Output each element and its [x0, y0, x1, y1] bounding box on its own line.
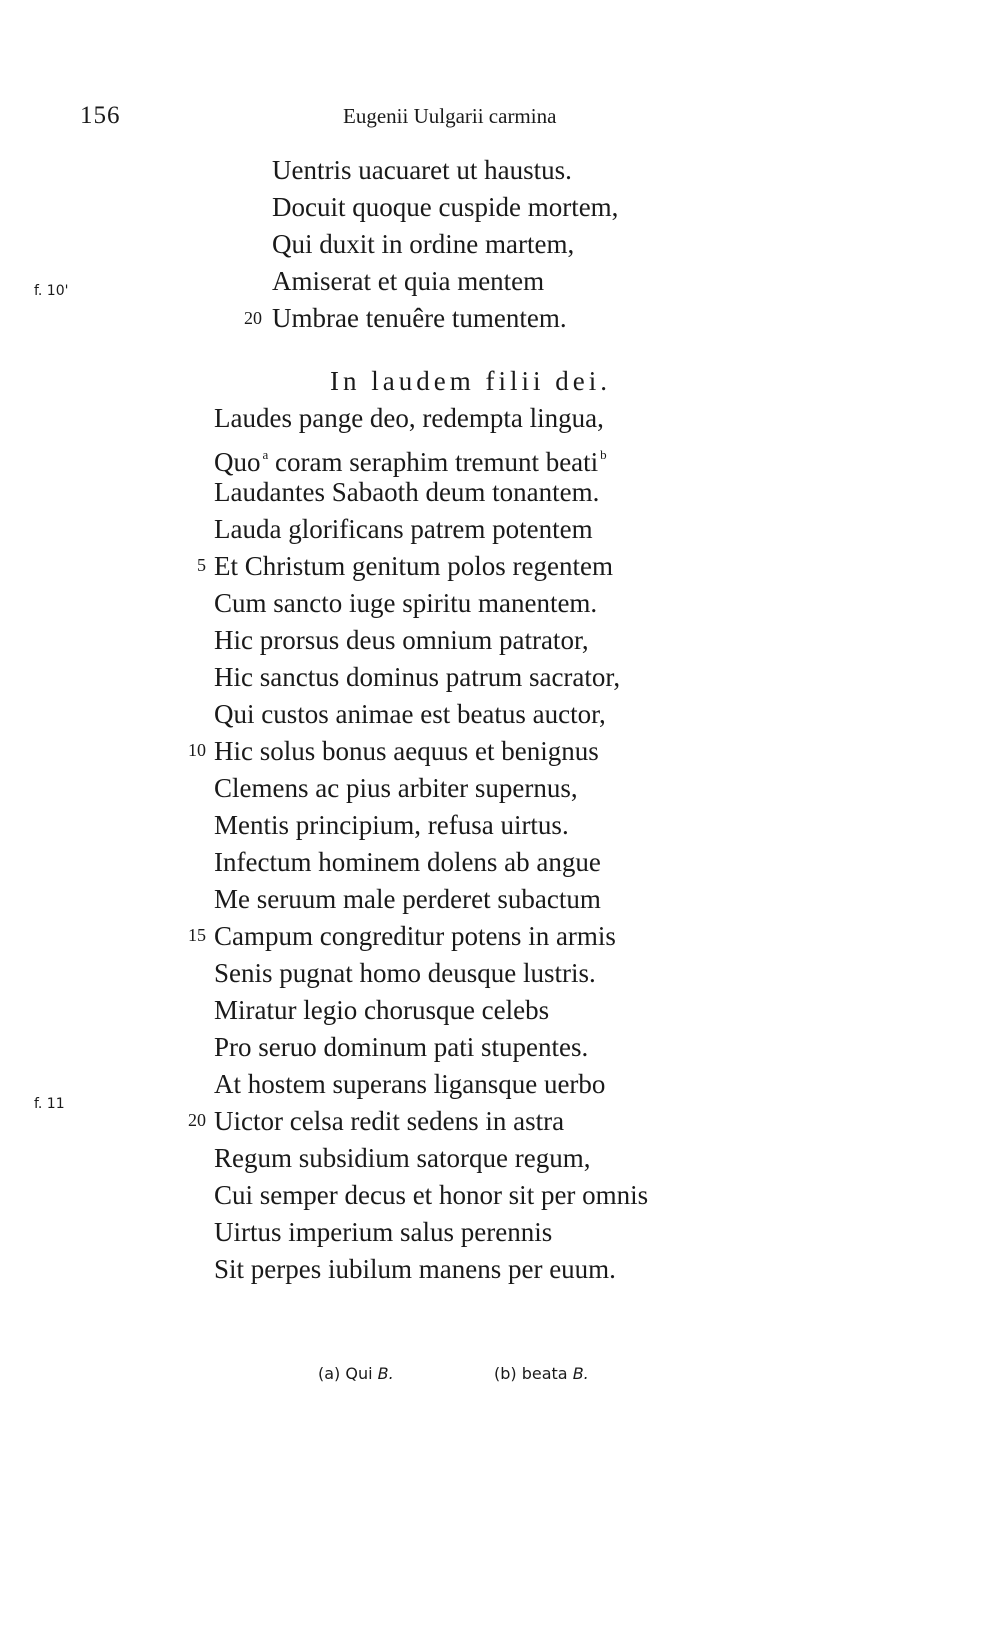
footnote-label: (b) beata [494, 1364, 568, 1383]
line-number: 20 [244, 308, 262, 328]
verse-line: Regum subsidium satorque regum, [214, 1143, 591, 1173]
line-number: 15 [188, 925, 206, 945]
verse-line: Hic prorsus deus omnium patrator, [214, 625, 589, 655]
running-title: Eugenii Uulgarii carmina [343, 104, 557, 128]
verse-line: Umbrae tenuêre tumentem. [272, 303, 567, 333]
verse-line: Amiserat et quia mentem [272, 266, 545, 296]
line-number: 10 [188, 740, 206, 760]
verse-line: Mentis principium, refusa uirtus. [214, 810, 569, 840]
footnote-source: B. [572, 1364, 589, 1383]
line-number: 20 [188, 1110, 206, 1130]
verse-line: Miratur legio chorusque celebs [214, 995, 550, 1025]
folio-note: f. 11 [34, 1096, 65, 1112]
footnote-marker: a [262, 447, 269, 462]
folio-note: f. 10' [34, 283, 69, 299]
footnote-label: (a) Qui [318, 1364, 373, 1383]
verse-text: coram seraphim tremunt beati [268, 447, 599, 477]
verse-line: Qui custos animae est beatus auctor, [214, 699, 606, 729]
verse-line: Uictor celsa redit sedens in astra [214, 1106, 565, 1136]
verse-line: Et Christum genitum polos regentem [214, 551, 613, 581]
poem-title: In laudem filii dei. [330, 366, 611, 396]
verse-line: Cui semper decus et honor sit per omnis [214, 1180, 649, 1210]
footnote-source: B. [377, 1364, 394, 1383]
verse-line: Hic sanctus dominus patrum sacrator, [214, 662, 621, 692]
verse-line: Lauda glorificans patrem potentem [214, 514, 593, 544]
page-number: 156 [80, 102, 121, 129]
verse-line: Clemens ac pius arbiter supernus, [214, 773, 578, 803]
verse-line: Docuit quoque cuspide mortem, [272, 192, 619, 222]
footnote-a [318, 1364, 394, 1383]
verse-line: Uentris uacuaret ut haustus. [272, 155, 572, 185]
verse-line: Cum sancto iuge spiritu manentem. [214, 588, 598, 618]
verse-line: Uirtus imperium salus perennis [214, 1217, 553, 1247]
verse-line: Sit perpes iubilum manens per euum. [214, 1254, 616, 1284]
footnote-marker: b [600, 447, 607, 462]
verse-text: Quo [214, 447, 261, 477]
verse-line: Hic solus bonus aequus et benignus [214, 736, 599, 766]
verse-line: Laudantes Sabaoth deum tonantem. [214, 477, 600, 507]
verse-line: Pro seruo dominum pati stupentes. [214, 1032, 589, 1062]
verse-line: Qui duxit in ordine martem, [272, 229, 575, 259]
verse-line: Campum congreditur potens in armis [214, 921, 616, 951]
verse-line: At hostem superans ligansque uerbo [214, 1069, 606, 1099]
line-number: 5 [197, 555, 206, 575]
verse-line: Infectum hominem dolens ab angue [214, 847, 601, 877]
verse-line: Laudes pange deo, redempta lingua, [214, 403, 604, 433]
footnote-b [494, 1364, 589, 1383]
verse-line: Senis pugnat homo deusque lustris. [214, 958, 596, 988]
verse-line: Me seruum male perderet subactum [214, 884, 601, 914]
